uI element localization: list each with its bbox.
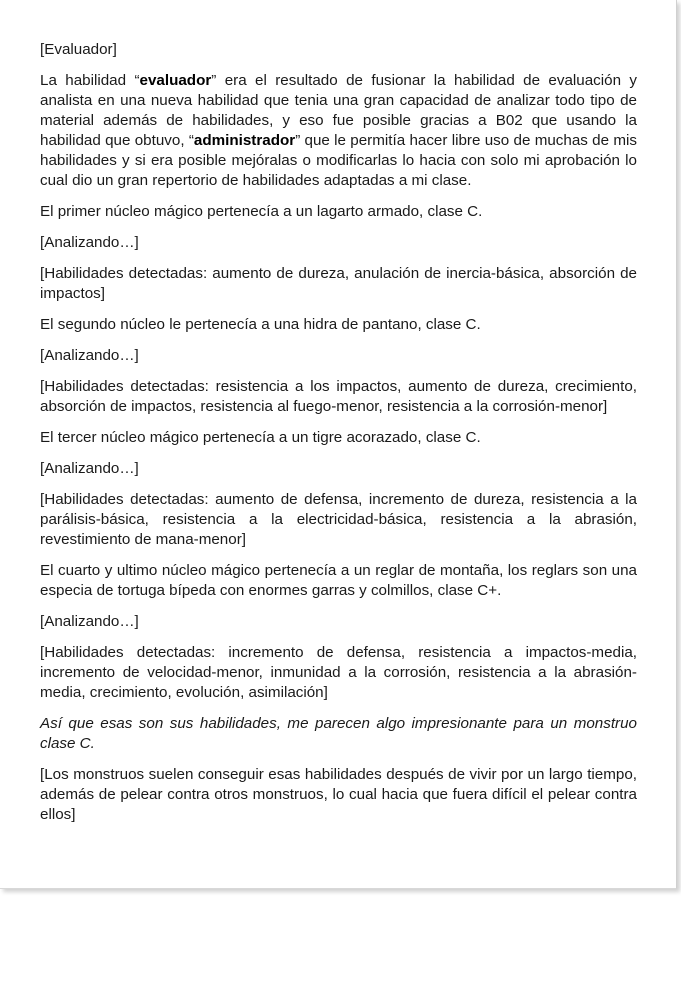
- analyzing-line: [Analizando…]: [40, 347, 139, 364]
- intro-paragraph: [40, 71, 637, 191]
- analyzing-line: [Analizando…]: [40, 460, 139, 477]
- section-heading: [Evaluador]: [40, 41, 117, 58]
- italic-thought: Así que esas son sus habilidades, me parecen algo impresionante para un monstruo clase C.: [40, 715, 637, 752]
- skills-detected: [Habilidades detectadas: resistencia a los impactos, aumento de dureza, crecimiento, absorción de impactos, resistencia al fuego-menor, resistencia a la corrosión-menor]: [40, 378, 637, 415]
- document-body: [40, 40, 637, 836]
- skills-detected: [Habilidades detectadas: aumento de defensa, incremento de dureza, resistencia a la parálisis-básica, resistencia a la electricidad-básica, resistencia a la abrasión, revestimiento de mana-menor]: [40, 491, 637, 548]
- paragraph: El segundo núcleo le pertenecía a una hidra de pantano, clase C.: [40, 316, 481, 333]
- intro-text-2: ” era el resultado de fusionar la habilidad de evaluación y analista en una nueva habilidad que tenia una gran capacidad de analizar todo tipo de material además de habilidades, y eso fue posible gracias a B02 que usando la habilidad que obtuvo, “: [40, 72, 637, 149]
- analyzing-line: [Analizando…]: [40, 234, 139, 251]
- analyzing-line: [Analizando…]: [40, 613, 139, 630]
- skill-name-evaluador: evaluador: [139, 72, 212, 89]
- skills-detected: [Habilidades detectadas: aumento de dureza, anulación de inercia-básica, absorción de impactos]: [40, 265, 637, 302]
- intro-text-1: La habilidad “: [40, 72, 140, 89]
- paragraph: El primer núcleo mágico pertenecía a un lagarto armado, clase C.: [40, 203, 483, 220]
- closing-paragraph: [Los monstruos suelen conseguir esas habilidades después de vivir por un largo tiempo, además de pelear contra otros monstruos, lo cual hacia que fuera difícil el pelear contra ellos]: [40, 766, 637, 823]
- paragraph: El cuarto y ultimo núcleo mágico pertenecía a un reglar de montaña, los reglars son una especia de tortuga bípeda con enormes garras y colmillos, clase C+.: [40, 562, 637, 599]
- paragraph: El tercer núcleo mágico pertenecía a un tigre acorazado, clase C.: [40, 429, 481, 446]
- skills-detected: [Habilidades detectadas: incremento de defensa, resistencia a impactos-media, incremento de velocidad-menor, inmunidad a la corrosión, resistencia a la abrasión-media, crecimiento, evolución, asimilación]: [40, 644, 637, 701]
- intro-text-3: ” que le permitía hacer libre uso de muchas de mis habilidades y si era posible mejóralas o modificarlas lo hacia con solo mi aprobación lo cual dio un gran repertorio de habilidades adaptadas a mi clase.: [40, 132, 637, 189]
- skill-name-administrador: administrador: [193, 132, 296, 149]
